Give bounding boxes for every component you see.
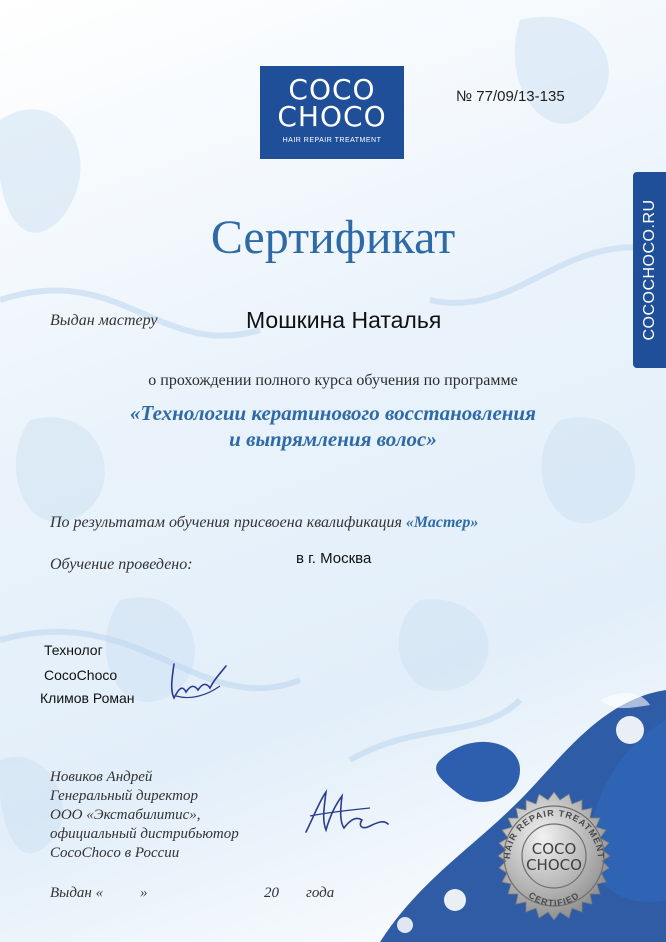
certificate-title: Сертификат	[210, 211, 456, 264]
logo-subtitle: HAIR REPAIR TREATMENT	[282, 137, 382, 144]
qualification-statement	[50, 514, 478, 532]
certificate-number: № 77/09/13-135	[456, 88, 565, 105]
technologist-signature	[160, 656, 240, 706]
cocochoco-logo	[260, 66, 404, 159]
course-name-line-2: и выпрямления волос»	[229, 427, 437, 451]
course-name	[0, 400, 666, 452]
seal-bottom-text: CERTIFIED	[526, 889, 582, 909]
website-text: COCOCHOCO.RU	[640, 199, 658, 341]
course-name-line-1: «Технологии кератинового восстановления	[130, 401, 536, 425]
logo-line-2: CHOCO	[277, 100, 387, 133]
course-intro: о прохождении полного курса обучения по программе	[148, 372, 518, 389]
issued-year-prefix: 20	[264, 885, 279, 901]
certified-seal	[484, 790, 624, 930]
issued-year-suffix: года	[306, 885, 335, 901]
qualification-value: «Мастер»	[405, 514, 479, 531]
issued-date-label: Выдан «	[50, 885, 104, 901]
director-signature	[300, 786, 392, 842]
qualification-text: По результатам обучения присвоена квалификация	[50, 514, 402, 531]
technologist-name: Климов Роман	[40, 690, 135, 706]
director-position: Генеральный директор	[50, 788, 198, 804]
logo-line-1: COCO	[288, 73, 376, 106]
issued-to-label: Выдан мастеру	[50, 312, 158, 329]
technologist-company: CocoChoco	[44, 667, 118, 683]
director-name: Новиков Андрей	[50, 769, 153, 785]
director-company: ООО «Экстабилитис»,	[50, 807, 201, 823]
training-label: Обучение проведено:	[50, 556, 193, 573]
seal-center-line-2: CHOCO	[526, 856, 582, 874]
technologist-role: Технолог	[44, 642, 103, 658]
website-side-tab	[633, 172, 666, 368]
director-region: CocoChoco в России	[50, 845, 180, 861]
recipient-name: Мошкина Наталья	[246, 307, 442, 333]
issued-date-quote-close: »	[140, 885, 148, 901]
seal-center-line-1: COCO	[531, 840, 577, 858]
director-block	[50, 768, 239, 863]
director-role: официальный дистрибьютор	[50, 826, 239, 842]
seal-ring-text: HAIR REPAIR TREATMENT	[501, 807, 607, 860]
training-city: в г. Москва	[296, 550, 372, 567]
